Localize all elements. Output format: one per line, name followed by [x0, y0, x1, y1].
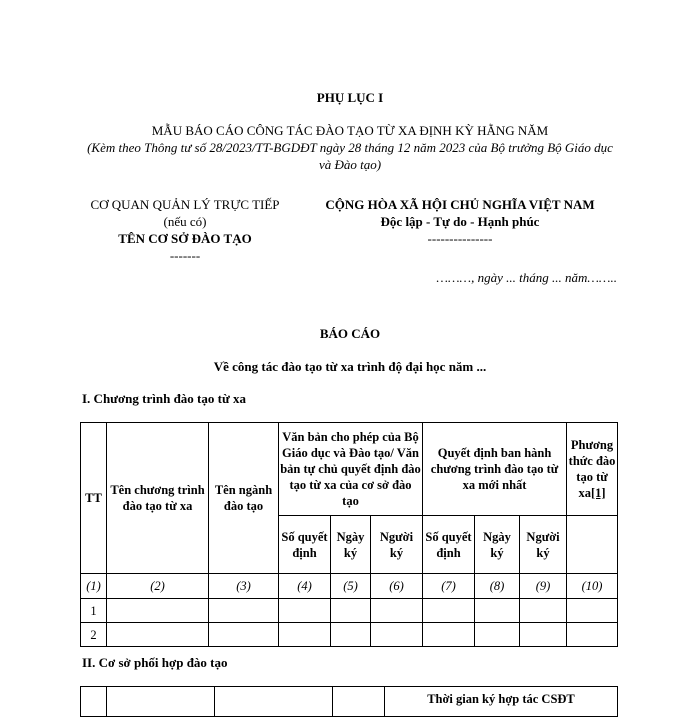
column-number: (7): [423, 574, 475, 599]
agency-note: (nếu có): [163, 214, 207, 229]
footnote-link[interactable]: [1]: [590, 486, 606, 500]
column-number: (3): [209, 574, 279, 599]
cell: [423, 599, 475, 623]
cell: [520, 623, 567, 647]
column-number: (2): [107, 574, 209, 599]
nation-name: CỘNG HÒA XÃ HỘI CHỦ NGHĨA VIỆT NAM: [325, 197, 595, 212]
header-decision-signer: Người ký: [520, 516, 567, 574]
cell: [520, 599, 567, 623]
column-number: (9): [520, 574, 567, 599]
cell: [423, 623, 475, 647]
header-method-blank: [567, 516, 618, 574]
cell: [331, 599, 371, 623]
cell: [279, 623, 331, 647]
agency-header: [80, 196, 290, 264]
agency-name: CƠ QUAN QUẢN LÝ TRỰC TIẾP: [90, 197, 280, 212]
cell: [371, 623, 423, 647]
header-doc-number: Số quyết định: [279, 516, 331, 574]
date-line: ………, ngày ... tháng ... năm……..: [436, 270, 617, 285]
header-major-name: Tên ngành đào tạo: [209, 423, 279, 574]
partners-table: [80, 686, 618, 717]
header-training-method-label: Phương thức đào tạo từ xa: [568, 438, 616, 500]
nation-motto: Độc lập - Tự do - Hạnh phúc: [380, 214, 540, 229]
header-training-method: [567, 423, 618, 516]
cell: [475, 599, 520, 623]
header-program-name: Tên chương trình đào tạo từ xa: [107, 423, 209, 574]
table-row: [81, 623, 618, 647]
report-form-note: (Kèm theo Thông tư số 28/2023/TT-BGDĐT ngày 28 tháng 12 năm 2023 của Bộ trưởng Bộ Giáo dục và Đào tạo): [87, 140, 613, 172]
cell: [475, 623, 520, 647]
cell: [107, 599, 209, 623]
cell: [371, 599, 423, 623]
cell: [215, 687, 333, 717]
section-1-heading: I. Chương trình đào tạo từ xa: [82, 391, 247, 406]
header-decision-group: Quyết định ban hành chương trình đào tạo từ xa mới nhất: [423, 423, 567, 516]
cell: [333, 687, 385, 717]
cell: [107, 623, 209, 647]
column-number: (6): [371, 574, 423, 599]
column-number: (1): [81, 574, 107, 599]
nation-header: [295, 196, 625, 247]
cell: [107, 687, 215, 717]
cell: [331, 623, 371, 647]
appendix-title: PHỤ LỤC I: [316, 90, 384, 105]
nation-separator: ---------------: [427, 231, 493, 246]
row-tt: 1: [81, 599, 107, 623]
report-title: BÁO CÁO: [319, 326, 381, 341]
institution-name: TÊN CƠ SỞ ĐÀO TẠO: [118, 231, 252, 246]
header-signer: Người ký: [371, 516, 423, 574]
cell: [567, 623, 618, 647]
column-number: (8): [475, 574, 520, 599]
header-decision-date: Ngày ký: [475, 516, 520, 574]
header-decision-number: Số quyết định: [423, 516, 475, 574]
cell: [209, 599, 279, 623]
column-number: (5): [331, 574, 371, 599]
cell: [567, 599, 618, 623]
report-form-title: MẪU BÁO CÁO CÔNG TÁC ĐÀO TẠO TỪ XA ĐỊNH KỲ HẰNG NĂM: [151, 123, 549, 138]
cell: [209, 623, 279, 647]
programs-table: [80, 422, 618, 647]
header-tt: TT: [81, 423, 107, 574]
column-number-row: [81, 574, 618, 599]
header-cooperation-time: Thời gian ký hợp tác CSĐT: [385, 687, 618, 717]
column-number: (4): [279, 574, 331, 599]
agency-separator: -------: [169, 248, 201, 263]
table-row: [81, 599, 618, 623]
section-2-heading: II. Cơ sở phối hợp đào tạo: [82, 655, 228, 670]
cell: [81, 687, 107, 717]
header-sign-date: Ngày ký: [331, 516, 371, 574]
report-subtitle: Về công tác đào tạo từ xa trình độ đại học năm ...: [213, 359, 487, 374]
column-number: (10): [567, 574, 618, 599]
cell: [279, 599, 331, 623]
header-permission-group: Văn bản cho phép của Bộ Giáo dục và Đào tạo/ Văn bản tự chủ quyết định đào tạo từ xa của cơ sở đào tạo: [279, 423, 423, 516]
row-tt: 2: [81, 623, 107, 647]
